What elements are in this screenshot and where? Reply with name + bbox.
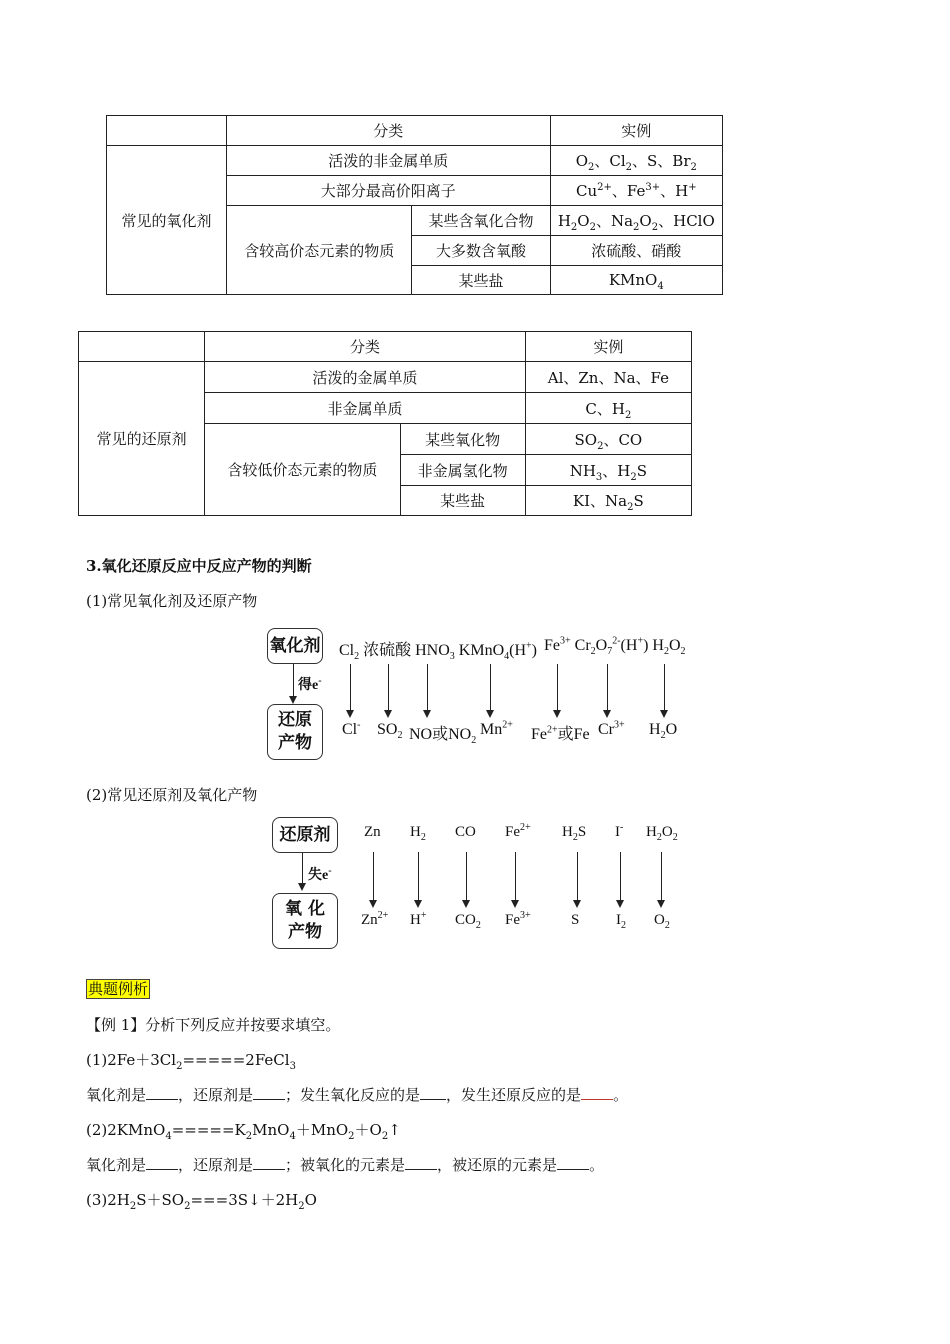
corner-cell: [79, 332, 205, 362]
arrow: [466, 852, 467, 906]
box-line: 氧 化: [285, 899, 325, 920]
arrow: [350, 664, 351, 716]
sub-cat-cell: 大多数含氧酸: [412, 236, 550, 266]
q-text: ，还原剂是: [178, 1156, 254, 1174]
arrow: [664, 664, 665, 716]
arrow: [577, 852, 578, 906]
q-text: 。: [589, 1156, 605, 1174]
arrow: [661, 852, 662, 906]
equation-3: $(3)2H_2S+SO_2===3S↓+2H_2O$: [86, 1191, 317, 1212]
oxidation-product-item: $CO_2$: [455, 912, 481, 931]
section-heading: 3.氧化还原反应中反应产物的判断: [86, 557, 312, 575]
gain-electron-label: 得e-: [298, 675, 322, 693]
product-item: Cl-: [342, 719, 361, 738]
box-line: 产物: [278, 733, 312, 753]
reductant-item: CO: [455, 824, 476, 840]
sub-cat-cell: 某些盐: [400, 486, 525, 516]
oxidation-product-item: S: [571, 912, 580, 928]
box-line: 还原: [278, 710, 312, 731]
gain-arrow: [293, 664, 294, 702]
example-cell: C、$H_2$: [525, 393, 691, 424]
cat-cell: 大部分最高价阳离子: [226, 176, 550, 206]
q-text: ；被氧化的元素是: [285, 1156, 406, 1174]
q-text: ，还原剂是: [178, 1086, 254, 1104]
product-item: $Cr^{3+}$: [598, 719, 625, 738]
arrow: [620, 852, 621, 906]
group-label: 含较低价态元素的物质: [205, 424, 400, 516]
question-1: [86, 1084, 628, 1105]
q-text: 氧化剂是: [86, 1086, 147, 1104]
lose-electron-label: 失e-: [308, 865, 332, 883]
arrow: [427, 664, 428, 716]
example-cell: Al、Zn、Na、Fe: [525, 362, 691, 393]
header-category: 分类: [226, 116, 550, 146]
arrow: [490, 664, 491, 716]
answer-blank[interactable]: [253, 1155, 285, 1170]
example-cell: KMnO$_4$: [550, 266, 722, 295]
example-tag: [86, 978, 150, 999]
arrow: [607, 664, 608, 716]
q-text: ，被还原的元素是: [437, 1156, 558, 1174]
row-label: 常见的还原剂: [79, 362, 205, 516]
sub-cat-cell: 某些氧化物: [400, 424, 525, 455]
oxidation-product-item: $O_2$: [654, 912, 670, 931]
sub-cat-cell: 某些含氧化合物: [412, 206, 550, 236]
arrow: [418, 852, 419, 906]
arrow: [557, 664, 558, 716]
example-cell: $H_2O_2$、$Na_2O_2$、HClO: [550, 206, 722, 236]
oxidation-product-box: [272, 893, 338, 949]
answer-blank[interactable]: [405, 1155, 437, 1170]
example-cell: 浓硫酸、硝酸: [550, 236, 722, 266]
box-line: 产物: [288, 922, 322, 942]
header-example: 实例: [550, 116, 722, 146]
product-item: $H_2O$: [649, 721, 678, 742]
answer-blank[interactable]: [146, 1085, 178, 1100]
oxidant-table: [106, 115, 723, 295]
answer-blank[interactable]: [420, 1085, 446, 1100]
reductant-item: I-: [615, 822, 624, 840]
subsection-heading: (2)常见还原剂及氧化产物: [86, 786, 258, 804]
arrow: [515, 852, 516, 906]
q-text: ；发生氧化反应的是: [285, 1086, 421, 1104]
reductant-item: Zn: [364, 824, 381, 840]
example-cell: KI、$Na_2S$: [525, 486, 691, 516]
corner-cell: [107, 116, 227, 146]
equation-1: $(1)2Fe+3Cl_2=====2FeCl_3$: [86, 1051, 296, 1072]
arrow: [388, 664, 389, 716]
sub-cat-cell: 非金属氢化物: [400, 455, 525, 486]
q-text: 。: [613, 1086, 629, 1104]
reductant-table: [78, 331, 692, 516]
reduction-product-box: [267, 704, 323, 760]
oxidation-product-item: $Zn^{2+}$: [361, 910, 389, 928]
subsection-heading: (1)常见氧化剂及还原产物: [86, 592, 258, 610]
header-example: 实例: [525, 332, 691, 362]
reductant-item: $H_2$: [410, 824, 426, 843]
answer-blank[interactable]: [557, 1155, 589, 1170]
equation-2: $(2)2KMnO_4=====K_2MnO_4+MnO_2+O_2↑$: [86, 1121, 401, 1142]
answer-blank[interactable]: [581, 1085, 613, 1100]
oxidant-list-1: $Cl_2$ 浓硫酸 $HNO_3$ KMnO$_4$(H+): [339, 640, 537, 663]
arrow: [373, 852, 374, 906]
oxidant-list-2: $Fe^{3+}$ $Cr_2O_7^{2-}(H^+)$ $H_2O_2$: [544, 635, 686, 658]
sub-cat-cell: 某些盐: [412, 266, 550, 295]
product-item: $Fe^{2+}$或Fe: [531, 724, 590, 743]
reductant-item: $H_2S$: [562, 824, 587, 843]
cat-cell: 非金属单质: [205, 393, 526, 424]
example-cell: $O_2$、$Cl_2$、S、$Br_2$: [550, 146, 722, 176]
row-label: 常见的氧化剂: [107, 146, 227, 295]
question-2: [86, 1154, 604, 1175]
product-item: NO或$NO_2$: [409, 726, 477, 747]
oxidation-product-item: H+: [410, 910, 427, 928]
cat-cell: 活泼的金属单质: [205, 362, 526, 393]
reductant-item: $Fe^{2+}$: [505, 822, 531, 840]
q-text: 氧化剂是: [86, 1156, 147, 1174]
example-tag-label: 典题例析: [88, 980, 149, 998]
reductant-box: 还原剂: [272, 817, 338, 853]
example-cell: $SO_2$、CO: [525, 424, 691, 455]
example-cell: $Cu^{2+}$、$Fe^{3+}$、H+: [550, 176, 722, 206]
oxidation-product-item: $Fe^{3+}$: [505, 910, 531, 928]
oxidant-box: 氧化剂: [267, 628, 323, 664]
product-item: $Mn^{2+}$: [480, 719, 513, 738]
group-label: 含较高价态元素的物质: [226, 206, 412, 295]
example-intro: 【例 1】分析下列反应并按要求填空。: [86, 1016, 341, 1034]
q-text: ，发生还原反应的是: [446, 1086, 582, 1104]
lose-arrow: [302, 853, 303, 889]
reductant-item: $H_2O_2$: [646, 824, 678, 843]
answer-blank[interactable]: [253, 1085, 285, 1100]
product-item: $SO_2$: [377, 721, 403, 742]
header-category: 分类: [205, 332, 526, 362]
cat-cell: 活泼的非金属单质: [226, 146, 550, 176]
answer-blank[interactable]: [146, 1155, 178, 1170]
oxidation-product-item: $I_2$: [616, 912, 626, 931]
example-cell: $NH_3$、$H_2S$: [525, 455, 691, 486]
